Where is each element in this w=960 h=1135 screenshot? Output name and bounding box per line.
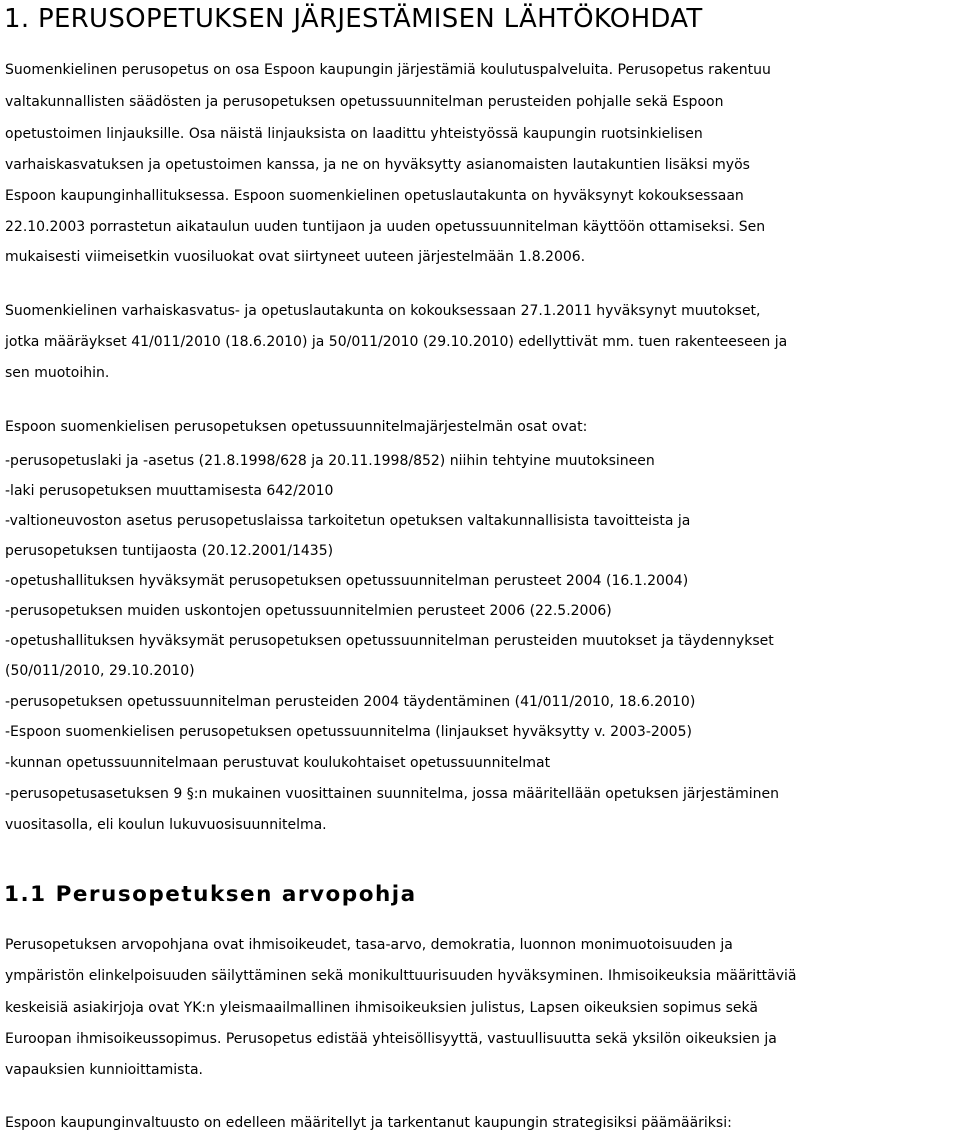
list-item: -opetushallituksen hyväksymät perusopetuksen opetussuunnitelman perusteiden muutokset ja täydennykset: [5, 633, 774, 649]
paragraph-line: 22.10.2003 porrastetun aikataulun uuden tuntijaon ja uuden opetussuunnitelman käyttöön ottamiseksi. Sen: [5, 219, 766, 235]
page-heading: 1. PERUSOPETUKSEN JÄRJESTÄMISEN LÄHTÖKOHDAT: [4, 4, 703, 34]
list-item: -perusopetuksen muiden uskontojen opetussuunnitelmien perusteet 2006 (22.5.2006): [5, 603, 612, 619]
paragraph-line: varhaiskasvatuksen ja opetustoimen kanssa, ja ne on hyväksytty asianomaisten lautakuntien lisäksi myös: [5, 157, 750, 173]
paragraph-line: vapauksien kunnioittamista.: [5, 1062, 203, 1078]
paragraph-line: Espoon kaupunginhallituksessa. Espoon suomenkielinen opetuslautakunta on hyväksynyt kokouksessaan: [5, 188, 744, 204]
paragraph-line: sen muotoihin.: [5, 365, 110, 381]
section-heading: 1.1 Perusopetuksen arvopohja: [4, 882, 417, 907]
list-item: -perusopetuksen opetussuunnitelman perusteiden 2004 täydentäminen (41/011/2010, 18.6.2010): [5, 694, 696, 710]
list-item: vuositasolla, eli koulun lukuvuosisuunnitelma.: [5, 817, 327, 833]
paragraph-line: mukaisesti viimeisetkin vuosiluokat ovat siirtyneet uuteen järjestelmään 1.8.2006.: [5, 249, 586, 265]
paragraph-line: Perusopetuksen arvopohjana ovat ihmisoikeudet, tasa-arvo, demokratia, luonnon monimuotoisuuden ja: [5, 937, 733, 953]
list-item: -Espoon suomenkielisen perusopetuksen opetussuunnitelma (linjaukset hyväksytty v. 2003-2005): [5, 724, 692, 740]
paragraph-line: keskeisiä asiakirjoja ovat YK:n yleismaailmallinen ihmisoikeuksien julistus, Lapsen oikeuksien sopimus sekä: [5, 1000, 758, 1016]
paragraph-line: Suomenkielinen varhaiskasvatus- ja opetuslautakunta on kokouksessaan 27.1.2011 hyväksynyt muutokset,: [5, 303, 761, 319]
paragraph-line: Espoon kaupunginvaltuusto on edelleen määritellyt ja tarkentanut kaupungin strategisiksi päämääriksi:: [5, 1115, 732, 1131]
paragraph-line: opetustoimen linjauksille. Osa näistä linjauksista on laadittu yhteistyössä kaupungin ruotsinkielisen: [5, 126, 703, 142]
paragraph-line: Euroopan ihmisoikeussopimus. Perusopetus edistää yhteisöllisyyttä, vastuullisuutta sekä yksilön oikeuksien ja: [5, 1031, 777, 1047]
paragraph-line: jotka määräykset 41/011/2010 (18.6.2010) ja 50/011/2010 (29.10.2010) edellyttivät mm. tuen rakenteeseen ja: [5, 334, 788, 350]
list-item: perusopetuksen tuntijaosta (20.12.2001/1435): [5, 543, 334, 559]
list-item: -perusopetusasetuksen 9 §:n mukainen vuosittainen suunnitelma, jossa määritellään opetuksen järjestäminen: [5, 786, 779, 802]
list-item: -valtioneuvoston asetus perusopetuslaissa tarkoitetun opetuksen valtakunnallisista tavoitteista ja: [5, 513, 691, 529]
list-item: (50/011/2010, 29.10.2010): [5, 663, 195, 679]
list-item: -laki perusopetuksen muuttamisesta 642/2010: [5, 483, 334, 499]
list-item: -kunnan opetussuunnitelmaan perustuvat koulukohtaiset opetussuunnitelmat: [5, 755, 551, 771]
list-item: -opetushallituksen hyväksymät perusopetuksen opetussuunnitelman perusteet 2004 (16.1.2004): [5, 573, 689, 589]
paragraph-line: Suomenkielinen perusopetus on osa Espoon kaupungin järjestämiä koulutuspalveluita. Perusopetus rakentuu: [5, 62, 771, 78]
list-item: -perusopetuslaki ja -asetus (21.8.1998/628 ja 20.11.1998/852) niihin tehtyine muutoksineen: [5, 453, 655, 469]
paragraph-line: ympäristön elinkelpoisuuden säilyttäminen sekä monikulttuurisuuden hyväksyminen. Ihmisoikeuksia määrittäviä: [5, 968, 797, 984]
list-intro: Espoon suomenkielisen perusopetuksen opetussuunnitelmajärjestelmän osat ovat:: [5, 419, 588, 435]
paragraph-line: valtakunnallisten säädösten ja perusopetuksen opetussuunnitelman perusteiden pohjalle sekä Espoon: [5, 94, 724, 110]
